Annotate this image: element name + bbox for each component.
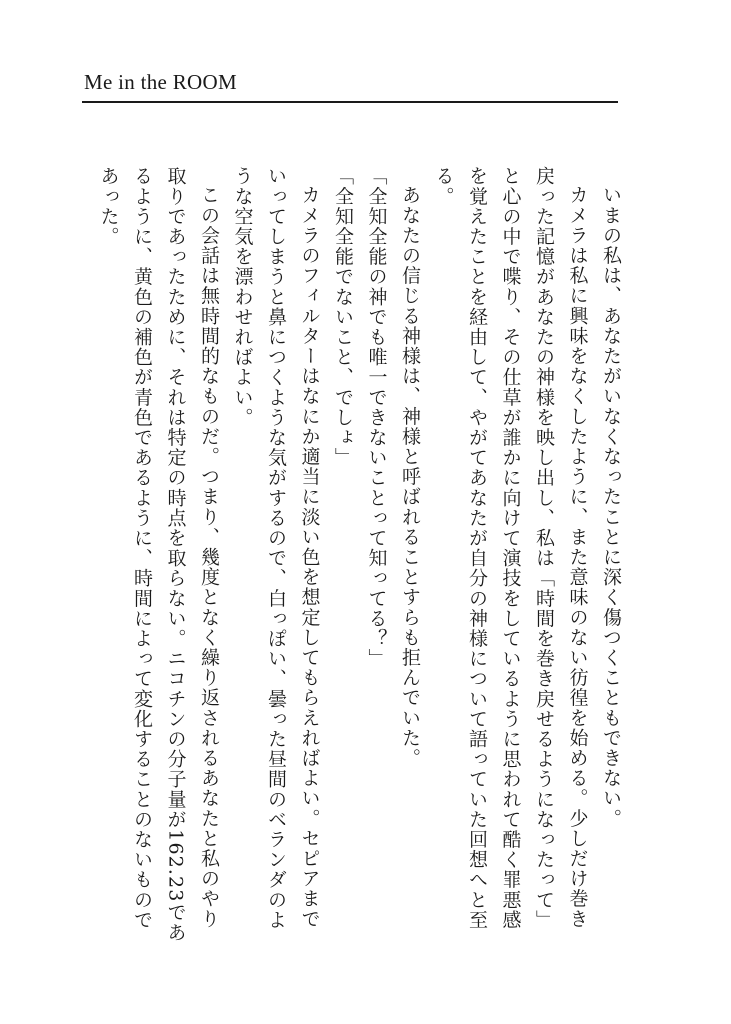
paragraph: いまの私は、あなたがいなくなったことに深く傷つくこともできない。 bbox=[600, 185, 622, 829]
dialogue-line: 「全知全能でないこと、でしょ」 bbox=[332, 166, 354, 468]
paragraph: この会話は無時間的なものだ。つまり、幾度となく繰り返されるあなたと私のやり取りであったために、それは特定の時点を取らない。ニコチンの分子量が162.23であるように、黄色の補色が青色であるように、時間によって変化することのないものであった。 bbox=[97, 166, 220, 943]
vertical-body-text bbox=[97, 166, 627, 946]
paragraph: あなたの信じる神様は、神様と呼ばれることすらも拒んでいた。 bbox=[399, 185, 421, 768]
running-head-title: Me in the ROOM bbox=[84, 70, 237, 94]
paragraph: カメラのフィルターはなにか適当に淡い色を想定してもらえればよい。セピアまでいってしまうと鼻につくような気がするので、白っぽい、曇った昼間のベランダのような空気を漂わせればよい。 bbox=[231, 166, 321, 930]
paragraph: カメラは私に興味をなくしたように、また意味のない彷徨を始める。少しだけ巻き戻った記憶があなたの神様を映し出し、私は「時間を巻き戻せるようになったって」と心の中で喋り、その仕草が誰かに向けて演技をしているように思われて酷く罪悪感を覚えたことを経由して、やがてあなたが自分の神様について語っていた回想へと至る。 bbox=[432, 166, 589, 930]
dialogue-line: 「全知全能の神でも唯一できないことって知ってる？」 bbox=[365, 166, 388, 669]
header-rule bbox=[82, 101, 618, 103]
